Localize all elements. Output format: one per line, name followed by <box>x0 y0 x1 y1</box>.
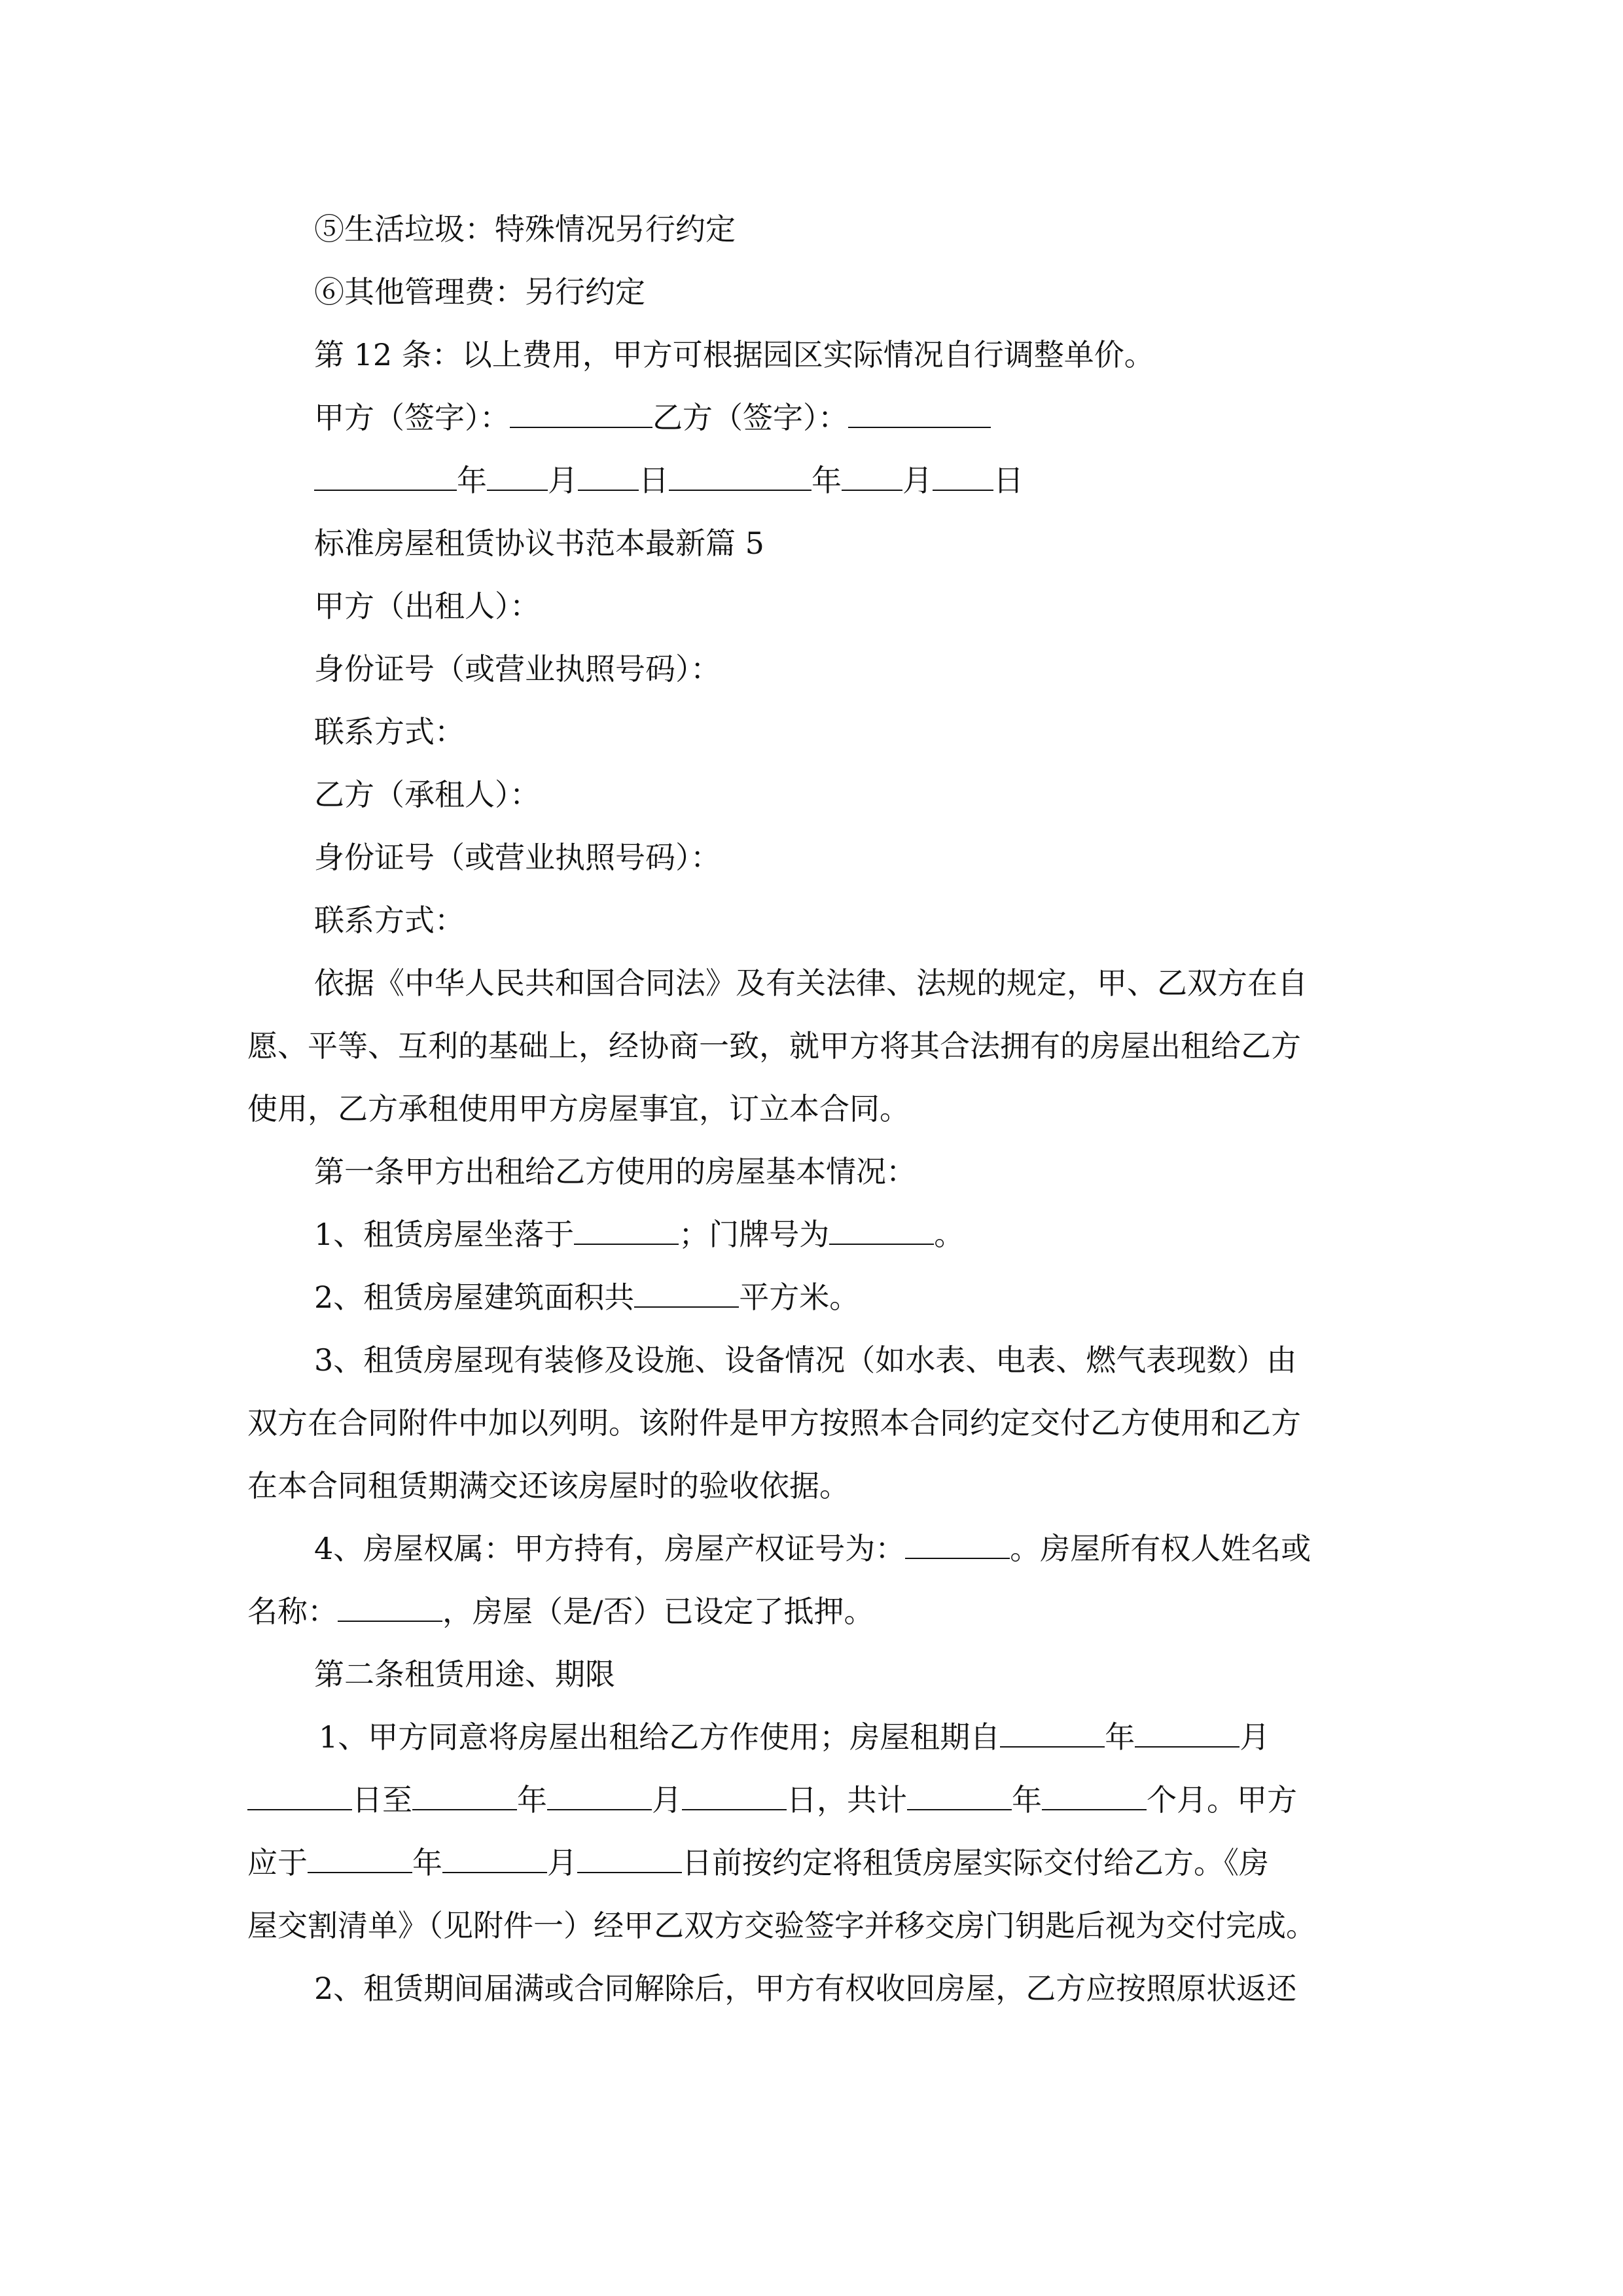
item-2-area <box>314 1278 859 1317</box>
deliver-suffix: 日前按约定将租赁房屋实际交付给乙方。《房 <box>682 1845 1269 1880</box>
date-blank <box>907 1783 1012 1810</box>
year-label: 年 <box>517 1782 547 1818</box>
line-household-waste: ⑤生活垃圾：特殊情况另行约定 <box>314 211 736 247</box>
preamble-line: 依据《中华人民共和国合同法》及有关法律、法规的规定，甲、乙双方在自 <box>314 965 1308 1001</box>
item-4-line <box>247 1592 874 1631</box>
year-label: 年 <box>1012 1782 1042 1818</box>
item-1-middle: ；门牌号为 <box>679 1217 830 1252</box>
lessee-contact-label: 联系方式： <box>314 903 465 938</box>
month-label: 月 <box>548 463 578 498</box>
owner-name-label: 名称： <box>247 1594 338 1629</box>
date-blank <box>314 463 457 491</box>
month-label: 月 <box>652 1782 682 1818</box>
date-blank <box>933 463 993 491</box>
lessee-id-label: 身份证号（或营业执照号码）： <box>314 840 721 875</box>
signature-date-line <box>314 461 1024 500</box>
lease-term-line <box>247 1843 1269 1882</box>
item-1-location <box>314 1215 964 1254</box>
date-blank <box>1042 1783 1147 1810</box>
day-label: 日 <box>993 463 1024 498</box>
item-3-line: 3、租赁房屋现有装修及设施、设备情况（如水表、电表、燃气表现数）由 <box>314 1342 1297 1378</box>
lessee-label: 乙方（承租人）： <box>314 777 540 812</box>
lease-return-line: 2、租赁期间届满或合同解除后，甲方有权收回房屋，乙方应按照原状返还 <box>314 1971 1297 2006</box>
address-blank <box>574 1217 679 1245</box>
item-1-prefix: 1、租赁房屋坐落于 <box>314 1217 575 1252</box>
total-label: 日，共计 <box>787 1782 907 1818</box>
signature-line <box>314 398 991 437</box>
year-label: 年 <box>412 1845 442 1880</box>
area-blank <box>634 1280 739 1308</box>
mortgage-text: ，房屋（是/否）已设定了抵押。 <box>442 1594 874 1629</box>
preamble-line: 愿、平等、互利的基础上，经协商一致，就甲方将其合法拥有的房屋出租给乙方 <box>247 1028 1301 1064</box>
item-3-line: 双方在合同附件中加以列明。该附件是甲方按照本合同约定交付乙方使用和乙方 <box>247 1405 1301 1441</box>
lease-term-line <box>319 1717 1270 1757</box>
date-blank <box>577 1846 682 1873</box>
date-blank <box>247 1783 352 1810</box>
day-label: 日 <box>639 463 669 498</box>
house-number-blank <box>829 1217 934 1245</box>
owner-name-blank <box>338 1594 442 1622</box>
month-label: 月 <box>902 463 933 498</box>
item-4-prefix: 4、房屋权属：甲方持有，房屋产权证号为： <box>314 1531 906 1566</box>
lease-term-line <box>247 1780 1297 1820</box>
item-2-suffix: 平方米。 <box>739 1280 860 1315</box>
month-label: 月 <box>1240 1719 1270 1755</box>
preamble-line: 使用，乙方承租使用甲方房屋事宜，订立本合同。 <box>247 1091 910 1126</box>
item-3-line: 在本合同租赁期满交还该房屋时的验收依据。 <box>247 1468 849 1503</box>
date-blank <box>547 1783 652 1810</box>
date-blank <box>442 1846 547 1873</box>
year-label: 年 <box>812 463 842 498</box>
months-label: 个月。甲方 <box>1147 1782 1297 1818</box>
date-blank <box>1000 1720 1105 1748</box>
date-blank <box>308 1846 412 1873</box>
item-1-suffix: 。 <box>934 1217 965 1252</box>
lease-term-line: 屋交割清单》（见附件一）经甲乙双方交验签字并移交房门钥匙后视为交付完成。 <box>247 1908 1316 1943</box>
item-2-prefix: 2、租赁房屋建筑面积共 <box>314 1280 635 1315</box>
party-a-signature-label: 甲方（签字）： <box>314 400 510 435</box>
item-4-line <box>314 1529 1311 1568</box>
year-label: 年 <box>457 463 487 498</box>
item-4-suffix: 。房屋所有权人姓名或 <box>1010 1531 1311 1566</box>
party-b-signature-label: 乙方（签字）： <box>652 400 848 435</box>
article-2-heading: 第二条租赁用途、期限 <box>314 1657 615 1692</box>
date-blank <box>1135 1720 1240 1748</box>
from-to-label: 日至 <box>352 1782 412 1818</box>
certificate-number-blank <box>905 1532 1010 1559</box>
line-other-fees: ⑥其他管理费：另行约定 <box>314 274 645 310</box>
article-1-heading: 第一条甲方出租给乙方使用的房屋基本情况： <box>314 1154 916 1189</box>
date-blank <box>412 1783 517 1810</box>
lessor-label: 甲方（出租人）： <box>314 588 540 624</box>
lessor-contact-label: 联系方式： <box>314 714 465 749</box>
deliver-prefix: 应于 <box>247 1845 308 1880</box>
party-a-signature-blank <box>510 401 652 428</box>
party-b-signature-blank <box>848 401 991 428</box>
lease-term-prefix: 1、甲方同意将房屋出租给乙方作使用；房屋租期自 <box>319 1719 1001 1755</box>
date-blank <box>487 463 548 491</box>
date-blank <box>682 1783 787 1810</box>
date-blank <box>578 463 639 491</box>
year-label: 年 <box>1105 1719 1135 1755</box>
date-blank <box>669 463 812 491</box>
month-label: 月 <box>547 1845 577 1880</box>
section-heading: 标准房屋租赁协议书范本最新篇 5 <box>314 526 764 561</box>
date-blank <box>842 463 902 491</box>
line-article-12: 第 12 条：以上费用，甲方可根据园区实际情况自行调整单价。 <box>314 337 1154 372</box>
lessor-id-label: 身份证号（或营业执照号码）： <box>314 651 721 687</box>
